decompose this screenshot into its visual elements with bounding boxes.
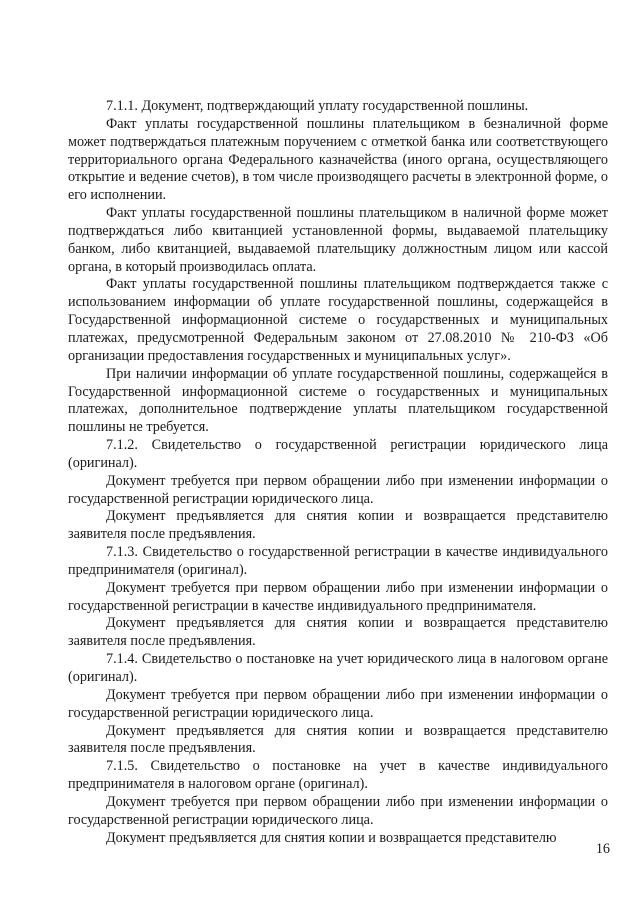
paragraph-7-1-3-requirement: Документ требуется при первом обращении либо при изменении информации о государственной регистрации в качестве индивидуального предпринимателя. [68,579,608,614]
paragraph-no-extra-confirmation: При наличии информации об уплате государственной пошлины, содержащейся в Государственной информационной системе о государственных и муниципальных платежах, дополнительное подтверждение уплаты плательщиком государственной пошлины не требуется. [68,365,608,436]
paragraph-7-1-2-copy: Документ предъявляется для снятия копии и возвращается представителю заявителя после предъявления. [68,508,608,543]
paragraph-7-1-2-heading: 7.1.2. Свидетельство о государственной регистрации юридического лица (оригинал). [68,437,608,471]
paragraph-7-1-3-copy: Документ предъявляется для снятия копии и возвращается представителю заявителя после предъявления. [68,615,608,650]
document-body [68,98,608,847]
paragraph-7-1-5-copy: Документ предъявляется для снятия копии и возвращается представителю [106,829,557,846]
page-number: 16 [595,841,610,857]
paragraph-cashless-payment: Факт уплаты государственной пошлины плательщиком в безналичной форме может подтверждаться платежным поручением с отметкой банка или соответствующего территориального органа Федерального казначейства (иного органа, осуществляющего открытие и ведение счетов), в том числе производящего расчеты в электронной форме, о его исполнении. [68,115,608,204]
paragraph-gis-payment-info: Факт уплаты государственной пошлины плательщиком подтверждается также с использованием информации об уплате государственной пошлины, содержащейся в Государственной информационной системе о государственных и муниципальных платежах, предусмотренной Федеральным законом от 27.08.2010 № 210-ФЗ «Об организации предоставления государственных и муниципальных услуг». [68,276,608,364]
paragraph-7-1-5-requirement: Документ требуется при первом обращении либо при изменении информации о государственной регистрации юридического лица. [68,793,608,828]
paragraph-7-1-4-heading: 7.1.4. Свидетельство о постановке на учет юридического лица в налоговом органе (оригинал). [68,651,608,685]
paragraph-7-1-2-requirement: Документ требуется при первом обращении либо при изменении информации о государственной регистрации юридического лица. [68,472,608,507]
paragraph-7-1-4-requirement: Документ требуется при первом обращении либо при изменении информации о государственной регистрации юридического лица. [68,686,608,721]
paragraph-7-1-5-heading: 7.1.5. Свидетельство о постановке на учет в качестве индивидуального предпринимателя в налоговом органе (оригинал). [68,758,608,793]
paragraph-cash-payment: Факт уплаты государственной пошлины плательщиком в наличной форме может подтверждаться либо квитанцией установленной формы, выдаваемой плательщику банком, либо квитанцией, выдаваемой плательщику должностным лицом или кассой органа, в который производилась оплата. [68,205,608,275]
paragraph-7-1-3-heading: 7.1.3. Свидетельство о государственной регистрации в качестве индивидуального предпринимателя (оригинал). [68,544,608,578]
paragraph-7-1-1-heading: 7.1.1. Документ, подтверждающий уплату государственной пошлины. [106,98,529,114]
paragraph-7-1-4-copy: Документ предъявляется для снятия копии и возвращается представителю заявителя после предъявления. [68,722,608,757]
